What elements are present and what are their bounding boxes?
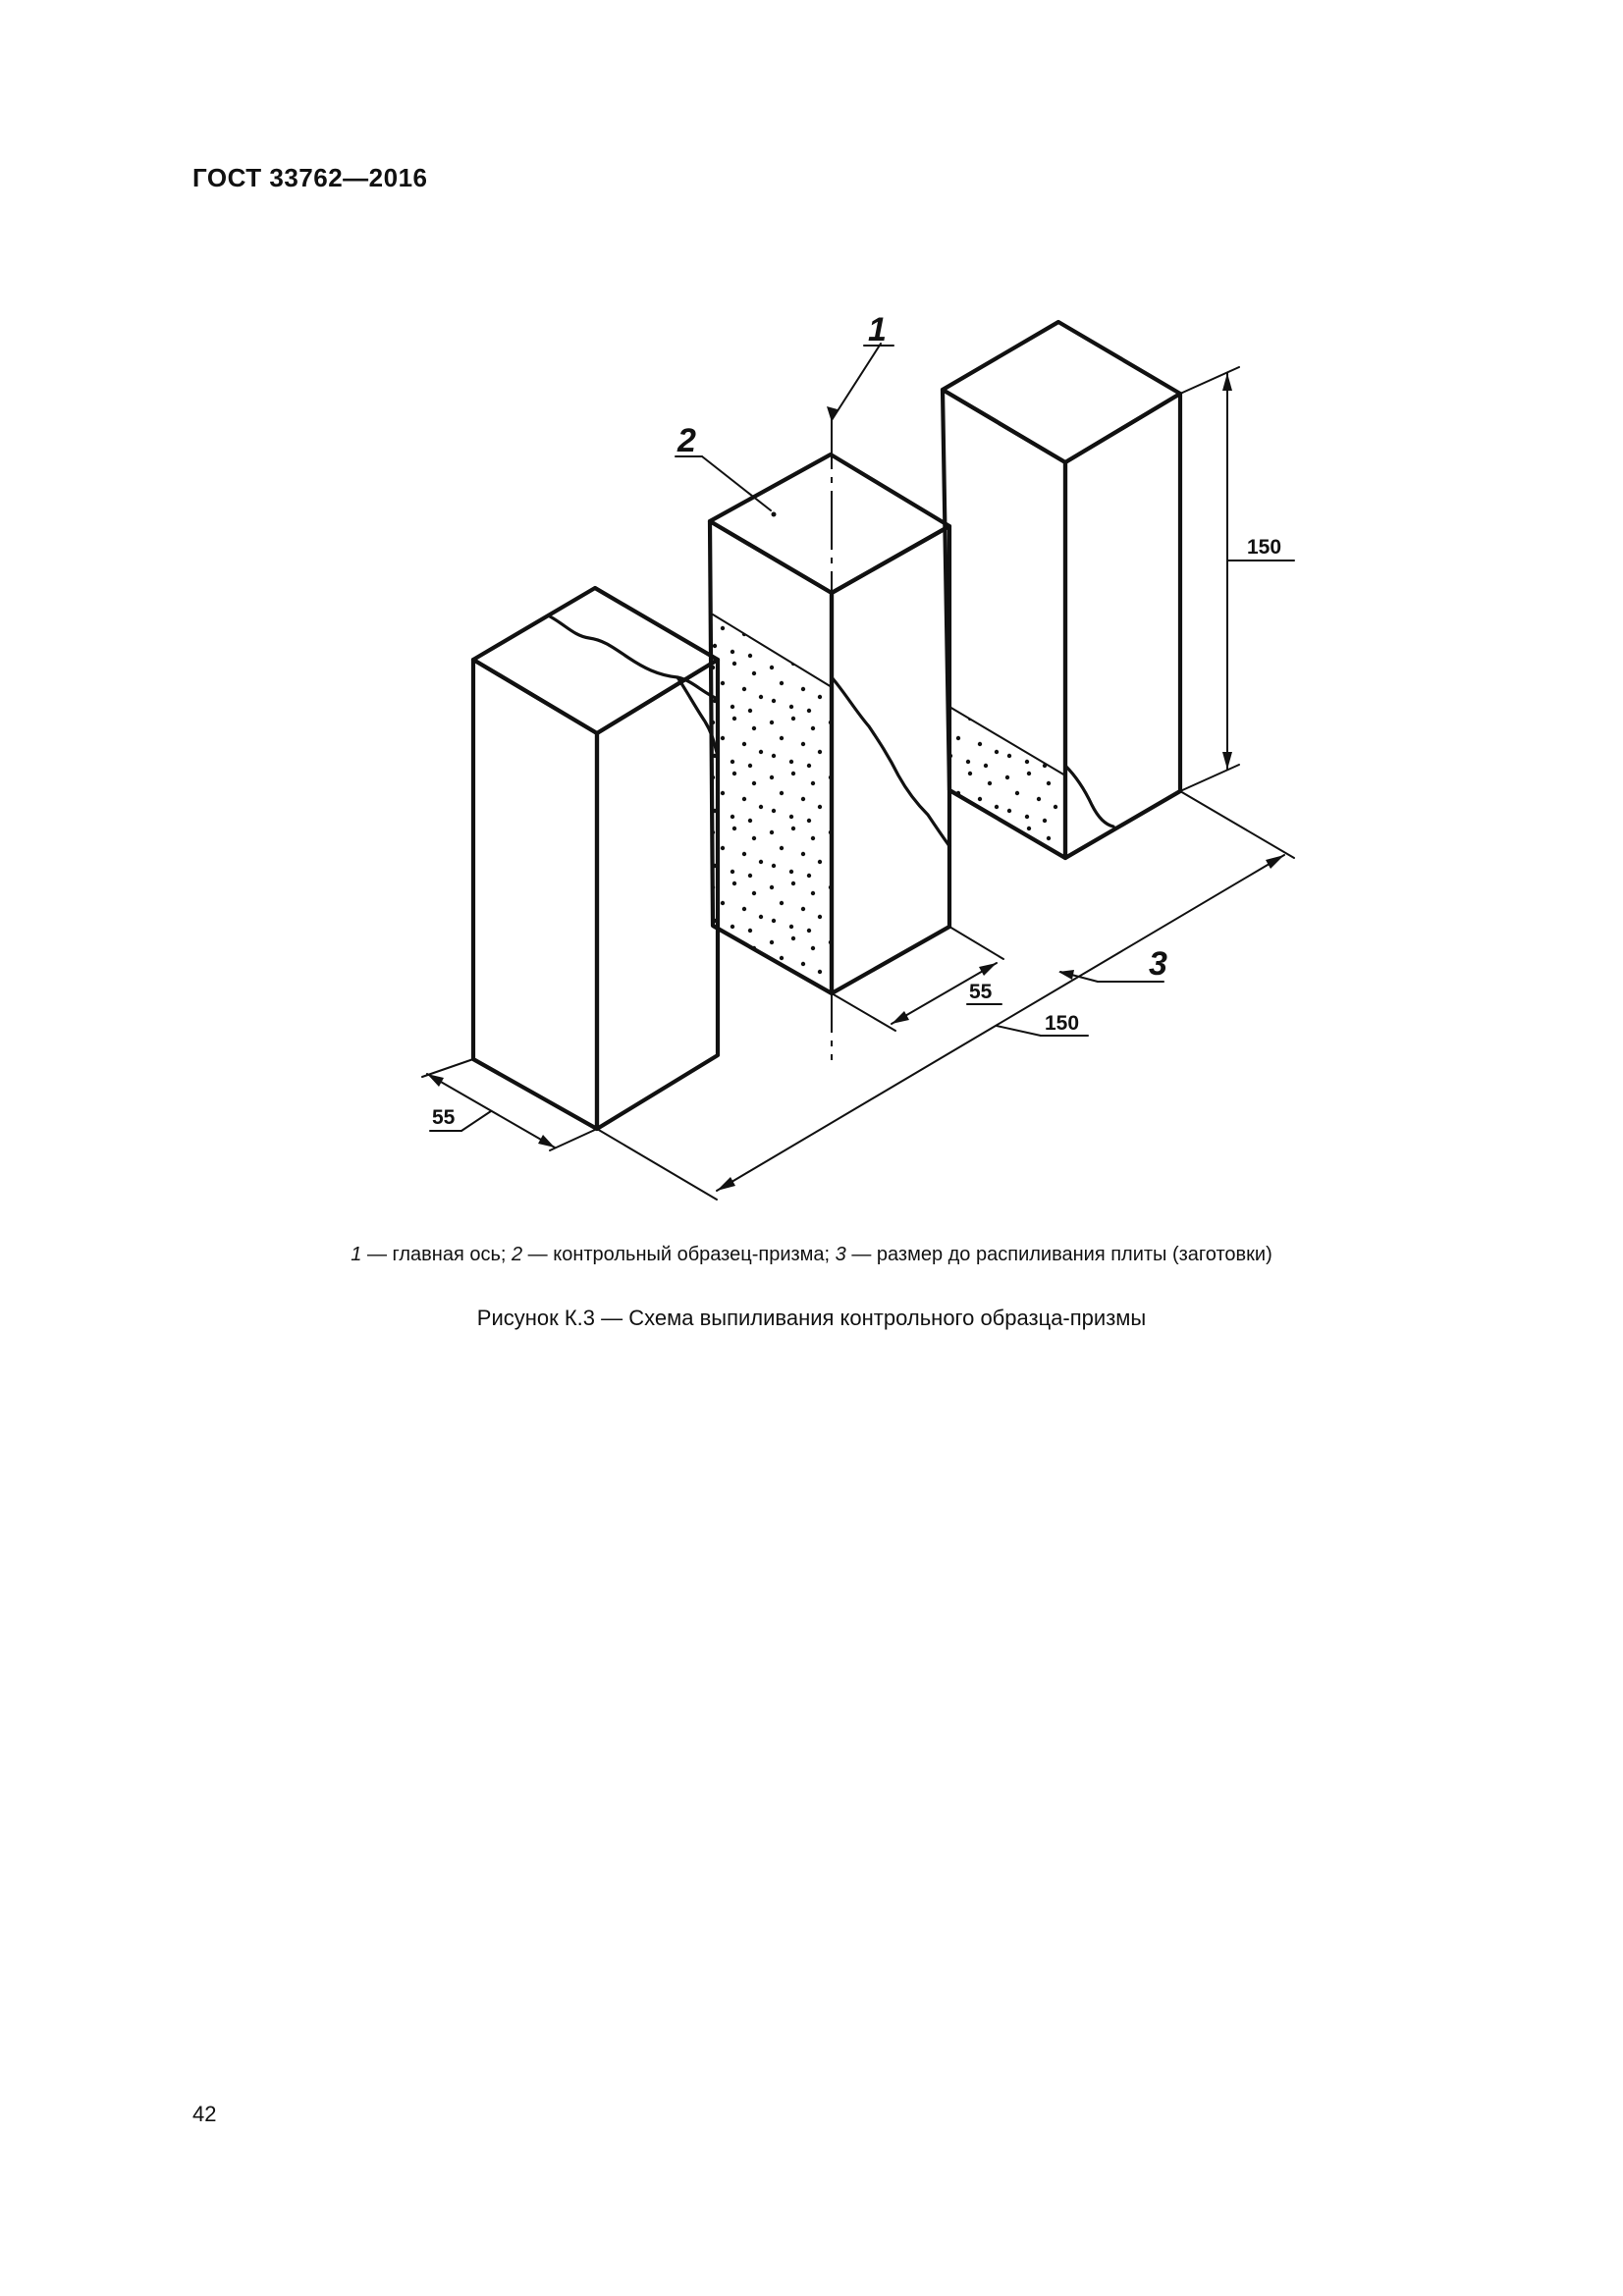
right-block (943, 322, 1180, 858)
height-arrow-bottom (1222, 752, 1232, 770)
blank-callout-label: 3 (1149, 945, 1167, 983)
left-width-label-leader (461, 1111, 491, 1131)
legend-text-1: — главная ось; (361, 1244, 512, 1265)
left-width-arrow-b (538, 1135, 555, 1148)
legend-text-3: — размер до распиливания плиты (заготовки) (845, 1244, 1272, 1265)
legend-num-3: 3 (835, 1244, 846, 1265)
length-dimension-label: 150 (1045, 1012, 1080, 1035)
right-block-top-face (943, 322, 1180, 462)
left-block-front-face (473, 660, 597, 1129)
mid-width-arrow-right (979, 963, 997, 976)
figure-caption: Рисунок К.3 — Схема выпиливания контрольного образца-призмы (476, 1306, 1147, 1330)
mid-width-ext-line-right (949, 927, 1003, 959)
page-number: 42 (192, 2102, 217, 2126)
middle-block-top-face (710, 454, 949, 593)
sample-marker-dot (772, 512, 777, 517)
legend-num-2: 2 (512, 1244, 523, 1265)
length-ext-line-right (1180, 791, 1294, 858)
sample-callout-label: 2 (677, 422, 696, 459)
sample-callout-leader (702, 456, 771, 510)
length-arrow-right (1266, 855, 1284, 869)
left-top-crack (550, 616, 718, 699)
middle-side-crack (832, 677, 949, 846)
left-block (473, 588, 718, 1129)
height-arrow-top (1222, 373, 1232, 391)
height-dimension-label: 150 (1247, 536, 1282, 559)
right-block-speckled-face (949, 707, 1065, 858)
legend-text-2: — контрольный образец-призма; (522, 1244, 836, 1265)
length-label-leader (997, 1026, 1041, 1036)
left-width-dimension-label: 55 (432, 1106, 456, 1129)
figure-legend (0, 1244, 1623, 1266)
mid-width-arrow-left (892, 1011, 909, 1024)
mid-width-ext-line-left (832, 993, 895, 1031)
height-ext-line-bottom (1180, 765, 1239, 791)
left-block-top-face (473, 588, 718, 733)
right-side-crack (1065, 766, 1113, 827)
left-width-ext-line-a (422, 1059, 473, 1077)
axis-callout-label: 1 (868, 311, 887, 348)
axis-callout-leader (832, 344, 881, 420)
mid-width-dimension-label: 55 (969, 981, 993, 1003)
left-width-ext-line-b (550, 1129, 597, 1150)
legend-num-1: 1 (351, 1244, 362, 1265)
length-arrow-left (717, 1177, 735, 1191)
length-ext-line-left (597, 1129, 717, 1200)
left-width-arrow-a (427, 1074, 444, 1087)
middle-block (710, 454, 949, 993)
document-code-header: ГОСТ 33762—2016 (192, 163, 428, 192)
left-block-side-face (597, 660, 718, 1129)
